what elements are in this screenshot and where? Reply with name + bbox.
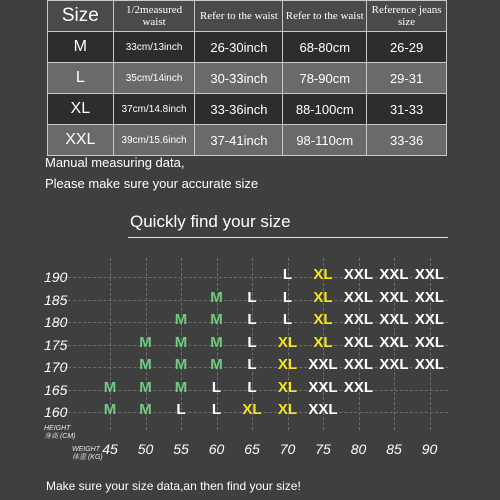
weight-axis-label: WEIGHT xyxy=(72,446,100,453)
size-cell-l: L xyxy=(211,401,222,418)
size-cell-l: L xyxy=(247,333,257,351)
weight-tick-label: 70 xyxy=(279,441,296,457)
size-cell-m: M xyxy=(139,356,152,373)
weight-tick-label: 55 xyxy=(173,441,189,457)
size-cell-xxl: XXL xyxy=(379,333,409,351)
height-tick-label: 190 xyxy=(44,269,68,285)
size-cell: M xyxy=(48,32,114,63)
waist-cm-cell: 88-100cm xyxy=(283,94,367,125)
size-cell-xxl: XXL xyxy=(414,333,445,351)
height-axis-unit: 身高 (CM) xyxy=(44,433,76,440)
waist-cm-cell: 78-90cm xyxy=(283,63,367,94)
size-cell-xl: XL xyxy=(313,333,333,351)
size-cell-m: M xyxy=(139,333,152,351)
size-cell-l: L xyxy=(176,401,186,418)
size-cell: XL xyxy=(48,94,114,125)
waist-inch-cell: 37-41inch xyxy=(195,125,283,156)
size-cell-xl: XL xyxy=(313,266,333,283)
title-underline xyxy=(128,237,448,238)
size-cell-xl: XL xyxy=(242,401,262,418)
size-cell-xxl: XXL xyxy=(379,288,409,306)
half-waist-cell: 39cm/15.6inch xyxy=(113,125,195,156)
weight-tick-label: 45 xyxy=(102,441,118,457)
size-cell-m: M xyxy=(103,378,117,396)
chart-title: Quickly find your size xyxy=(130,212,291,231)
weight-tick-label: 75 xyxy=(315,441,331,457)
table-row xyxy=(48,125,447,156)
size-cell-m: M xyxy=(174,378,188,396)
size-cell-xxl: XXL xyxy=(343,311,374,328)
header-waist-inch: Refer to the waist xyxy=(195,1,283,32)
size-cell-m: M xyxy=(139,401,152,418)
height-tick-label: 160 xyxy=(44,404,68,420)
size-cell-xxl: XXL xyxy=(343,356,374,373)
footer-note: Make sure your size data,an then find your size! xyxy=(46,479,301,493)
accuracy-note: Please make sure your accurate size xyxy=(45,176,259,191)
size-cell-xxl: XXL xyxy=(379,266,409,283)
header-jeans: Reference jeans size xyxy=(367,1,447,32)
height-tick-label: 180 xyxy=(44,314,68,330)
size-cell-xl: XL xyxy=(277,401,298,418)
size-cell: XXL xyxy=(48,125,114,156)
weight-tick-label: 65 xyxy=(244,441,260,457)
size-cell-xl: XL xyxy=(277,333,298,351)
jeans-cell: 29-31 xyxy=(367,63,447,94)
waist-inch-cell: 30-33inch xyxy=(195,63,283,94)
size-cell-m: M xyxy=(210,288,223,306)
size-cell-xxl: XXL xyxy=(343,378,374,396)
size-cell-l: L xyxy=(247,378,257,396)
size-cell-m: M xyxy=(174,311,188,328)
table-row xyxy=(48,32,447,63)
size-cell-m: M xyxy=(103,401,117,418)
size-cell-xxl: XXL xyxy=(379,356,409,373)
size-cell-l: L xyxy=(247,356,257,373)
size-cell-m: M xyxy=(210,333,223,351)
size-cell-m: M xyxy=(174,356,188,373)
size-cell-xxl: XXL xyxy=(308,401,338,418)
size-cell-xxl: XXL xyxy=(343,266,374,283)
size-cell-m: M xyxy=(174,333,188,351)
height-tick-label: 165 xyxy=(44,381,68,398)
half-waist-cell: 33cm/13inch xyxy=(113,32,195,63)
weight-axis-unit: 体重 (KG) xyxy=(72,454,103,461)
weight-tick-label: 60 xyxy=(208,441,225,457)
weight-tick-label: 50 xyxy=(137,441,154,457)
size-cell-m: M xyxy=(210,356,223,373)
table-header-row xyxy=(48,1,447,32)
weight-tick-label: 90 xyxy=(421,441,438,457)
height-tick-label: 175 xyxy=(44,336,68,353)
size-cell-l: L xyxy=(247,311,257,328)
jeans-cell: 33-36 xyxy=(367,125,447,156)
table-row xyxy=(48,63,447,94)
size-cell-xl: XL xyxy=(277,356,298,373)
size-table xyxy=(47,0,447,156)
header-waist-cm: Refer to the waist xyxy=(283,1,367,32)
measuring-note: Manual measuring data, xyxy=(45,155,185,170)
size-cell-xl: XL xyxy=(277,378,298,396)
size-cell-l: L xyxy=(282,288,293,306)
waist-inch-cell: 33-36inch xyxy=(195,94,283,125)
size-cell-xxl: XXL xyxy=(308,356,338,373)
jeans-cell: 26-29 xyxy=(367,32,447,63)
size-cell-xxl: XXL xyxy=(308,378,338,396)
size-cell: L xyxy=(48,63,114,94)
size-cell-m: M xyxy=(139,378,152,396)
size-cell-xxl: XXL xyxy=(414,266,445,283)
size-cell-xxl: XXL xyxy=(343,288,374,306)
header-size: Size xyxy=(48,1,114,32)
size-cell-l: L xyxy=(247,288,257,306)
size-cell-l: L xyxy=(282,311,293,328)
size-cell-xl: XL xyxy=(313,288,333,306)
height-tick-label: 170 xyxy=(44,359,68,375)
size-cell-xxl: XXL xyxy=(379,311,409,328)
size-cell-xxl: XXL xyxy=(414,288,445,306)
size-cell-l: L xyxy=(282,266,293,283)
size-cell-l: L xyxy=(211,378,222,396)
table-row xyxy=(48,94,447,125)
half-waist-cell: 35cm/14inch xyxy=(113,63,195,94)
size-cell-xxl: XXL xyxy=(414,356,445,373)
size-cell-xl: XL xyxy=(313,311,333,328)
weight-tick-label: 80 xyxy=(350,441,367,457)
size-cell-xxl: XXL xyxy=(343,333,374,351)
jeans-cell: 31-33 xyxy=(367,94,447,125)
weight-tick-label: 85 xyxy=(386,441,402,457)
waist-inch-cell: 26-30inch xyxy=(195,32,283,63)
header-half-waist: 1/2measured waist xyxy=(113,1,195,32)
half-waist-cell: 37cm/14.8inch xyxy=(113,94,195,125)
height-tick-label: 185 xyxy=(44,291,68,308)
waist-cm-cell: 98-110cm xyxy=(283,125,367,156)
height-axis-label: HEIGHT xyxy=(44,425,71,432)
size-cell-m: M xyxy=(210,311,223,328)
waist-cm-cell: 68-80cm xyxy=(283,32,367,63)
size-cell-xxl: XXL xyxy=(414,311,445,328)
